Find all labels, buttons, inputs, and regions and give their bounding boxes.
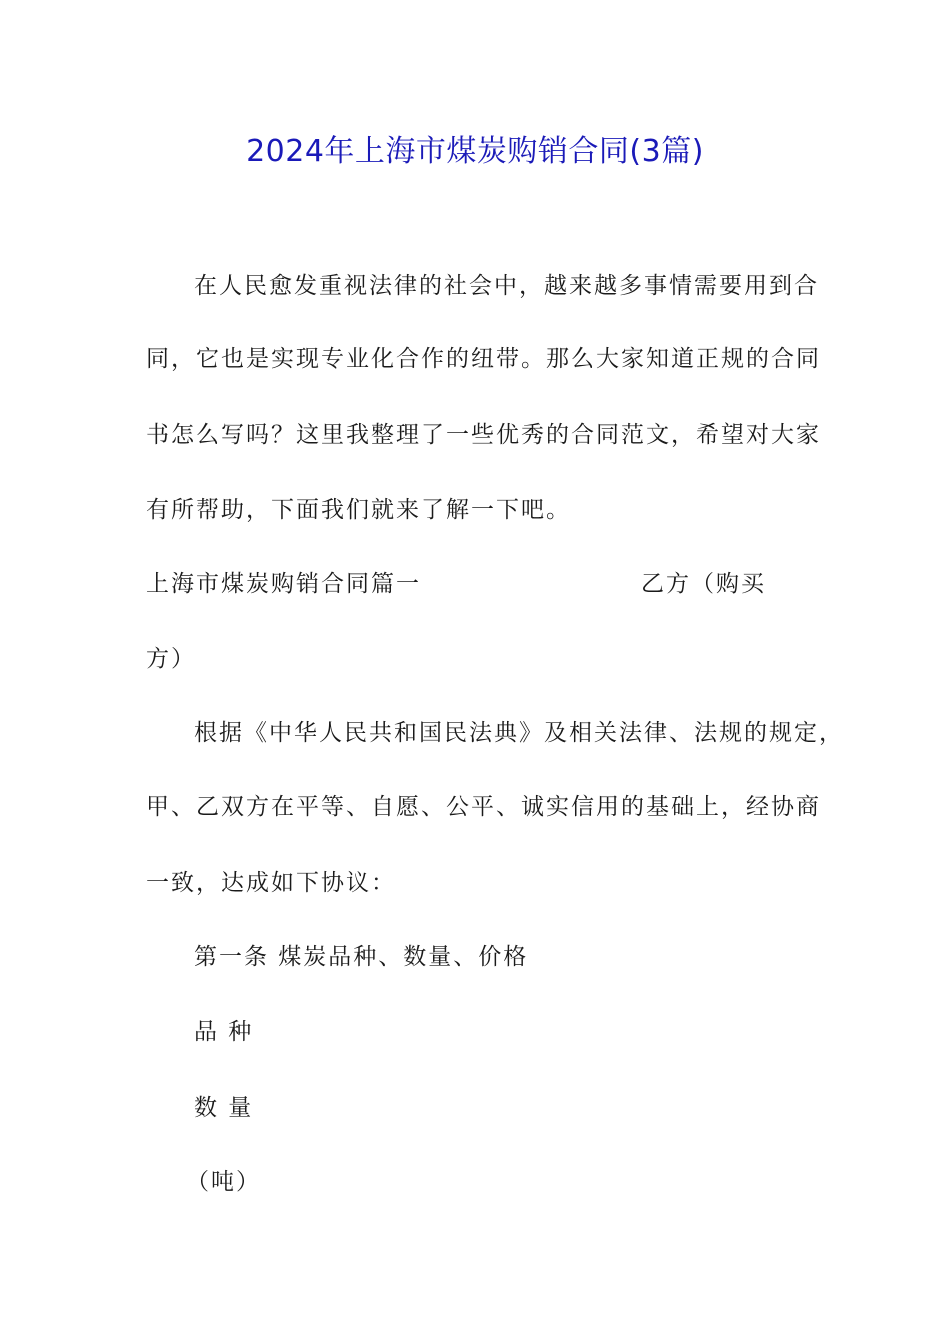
section-heading-left: [146, 568, 501, 600]
intro-line-3: 书怎么写吗？这里我整理了一些优秀的合同范文，希望对大家: [146, 422, 821, 448]
heading-char: 乙: [641, 571, 666, 597]
heading-char: 销: [296, 571, 321, 597]
intro-line-4: 有所帮助，下面我们就来了解一下吧。: [146, 497, 571, 523]
heading-char: 海: [171, 571, 196, 597]
section-heading-continuation: 方）: [146, 646, 196, 672]
basis-line-2: 甲、乙双方在平等、自愿、公平、诚实信用的基础上，经协商: [146, 794, 821, 820]
heading-char: 篇: [371, 571, 396, 597]
heading-char: （: [691, 571, 716, 597]
heading-char: 合: [321, 571, 346, 597]
heading-char: 方: [666, 571, 691, 597]
article-one-heading: 第一条 煤炭品种、数量、价格: [194, 944, 529, 970]
heading-char: 煤: [221, 571, 246, 597]
field-quantity: 数 量: [194, 1095, 254, 1121]
heading-char: 买: [741, 571, 766, 597]
heading-char: 一: [396, 571, 421, 597]
heading-char: 同: [346, 571, 371, 597]
section-heading-right: [641, 568, 806, 600]
section-heading: [146, 568, 806, 600]
heading-char: 购: [271, 571, 296, 597]
document-title: 2024年上海市煤炭购销合同(3篇): [246, 134, 704, 169]
field-variety: 品 种: [194, 1019, 254, 1045]
intro-line-2: 同，它也是实现专业化合作的纽带。那么大家知道正规的合同: [146, 346, 821, 372]
field-unit: （吨）: [186, 1169, 261, 1195]
heading-char: 炭: [246, 571, 271, 597]
heading-char: 上: [146, 571, 171, 597]
heading-char: 市: [196, 571, 221, 597]
basis-line-1: 根据《中华人民共和国民法典》及相关法律、法规的规定，: [194, 720, 844, 746]
basis-line-3: 一致，达成如下协议：: [146, 870, 396, 896]
heading-char: 购: [716, 571, 741, 597]
intro-line-1: 在人民愈发重视法律的社会中，越来越多事情需要用到合: [194, 273, 819, 299]
